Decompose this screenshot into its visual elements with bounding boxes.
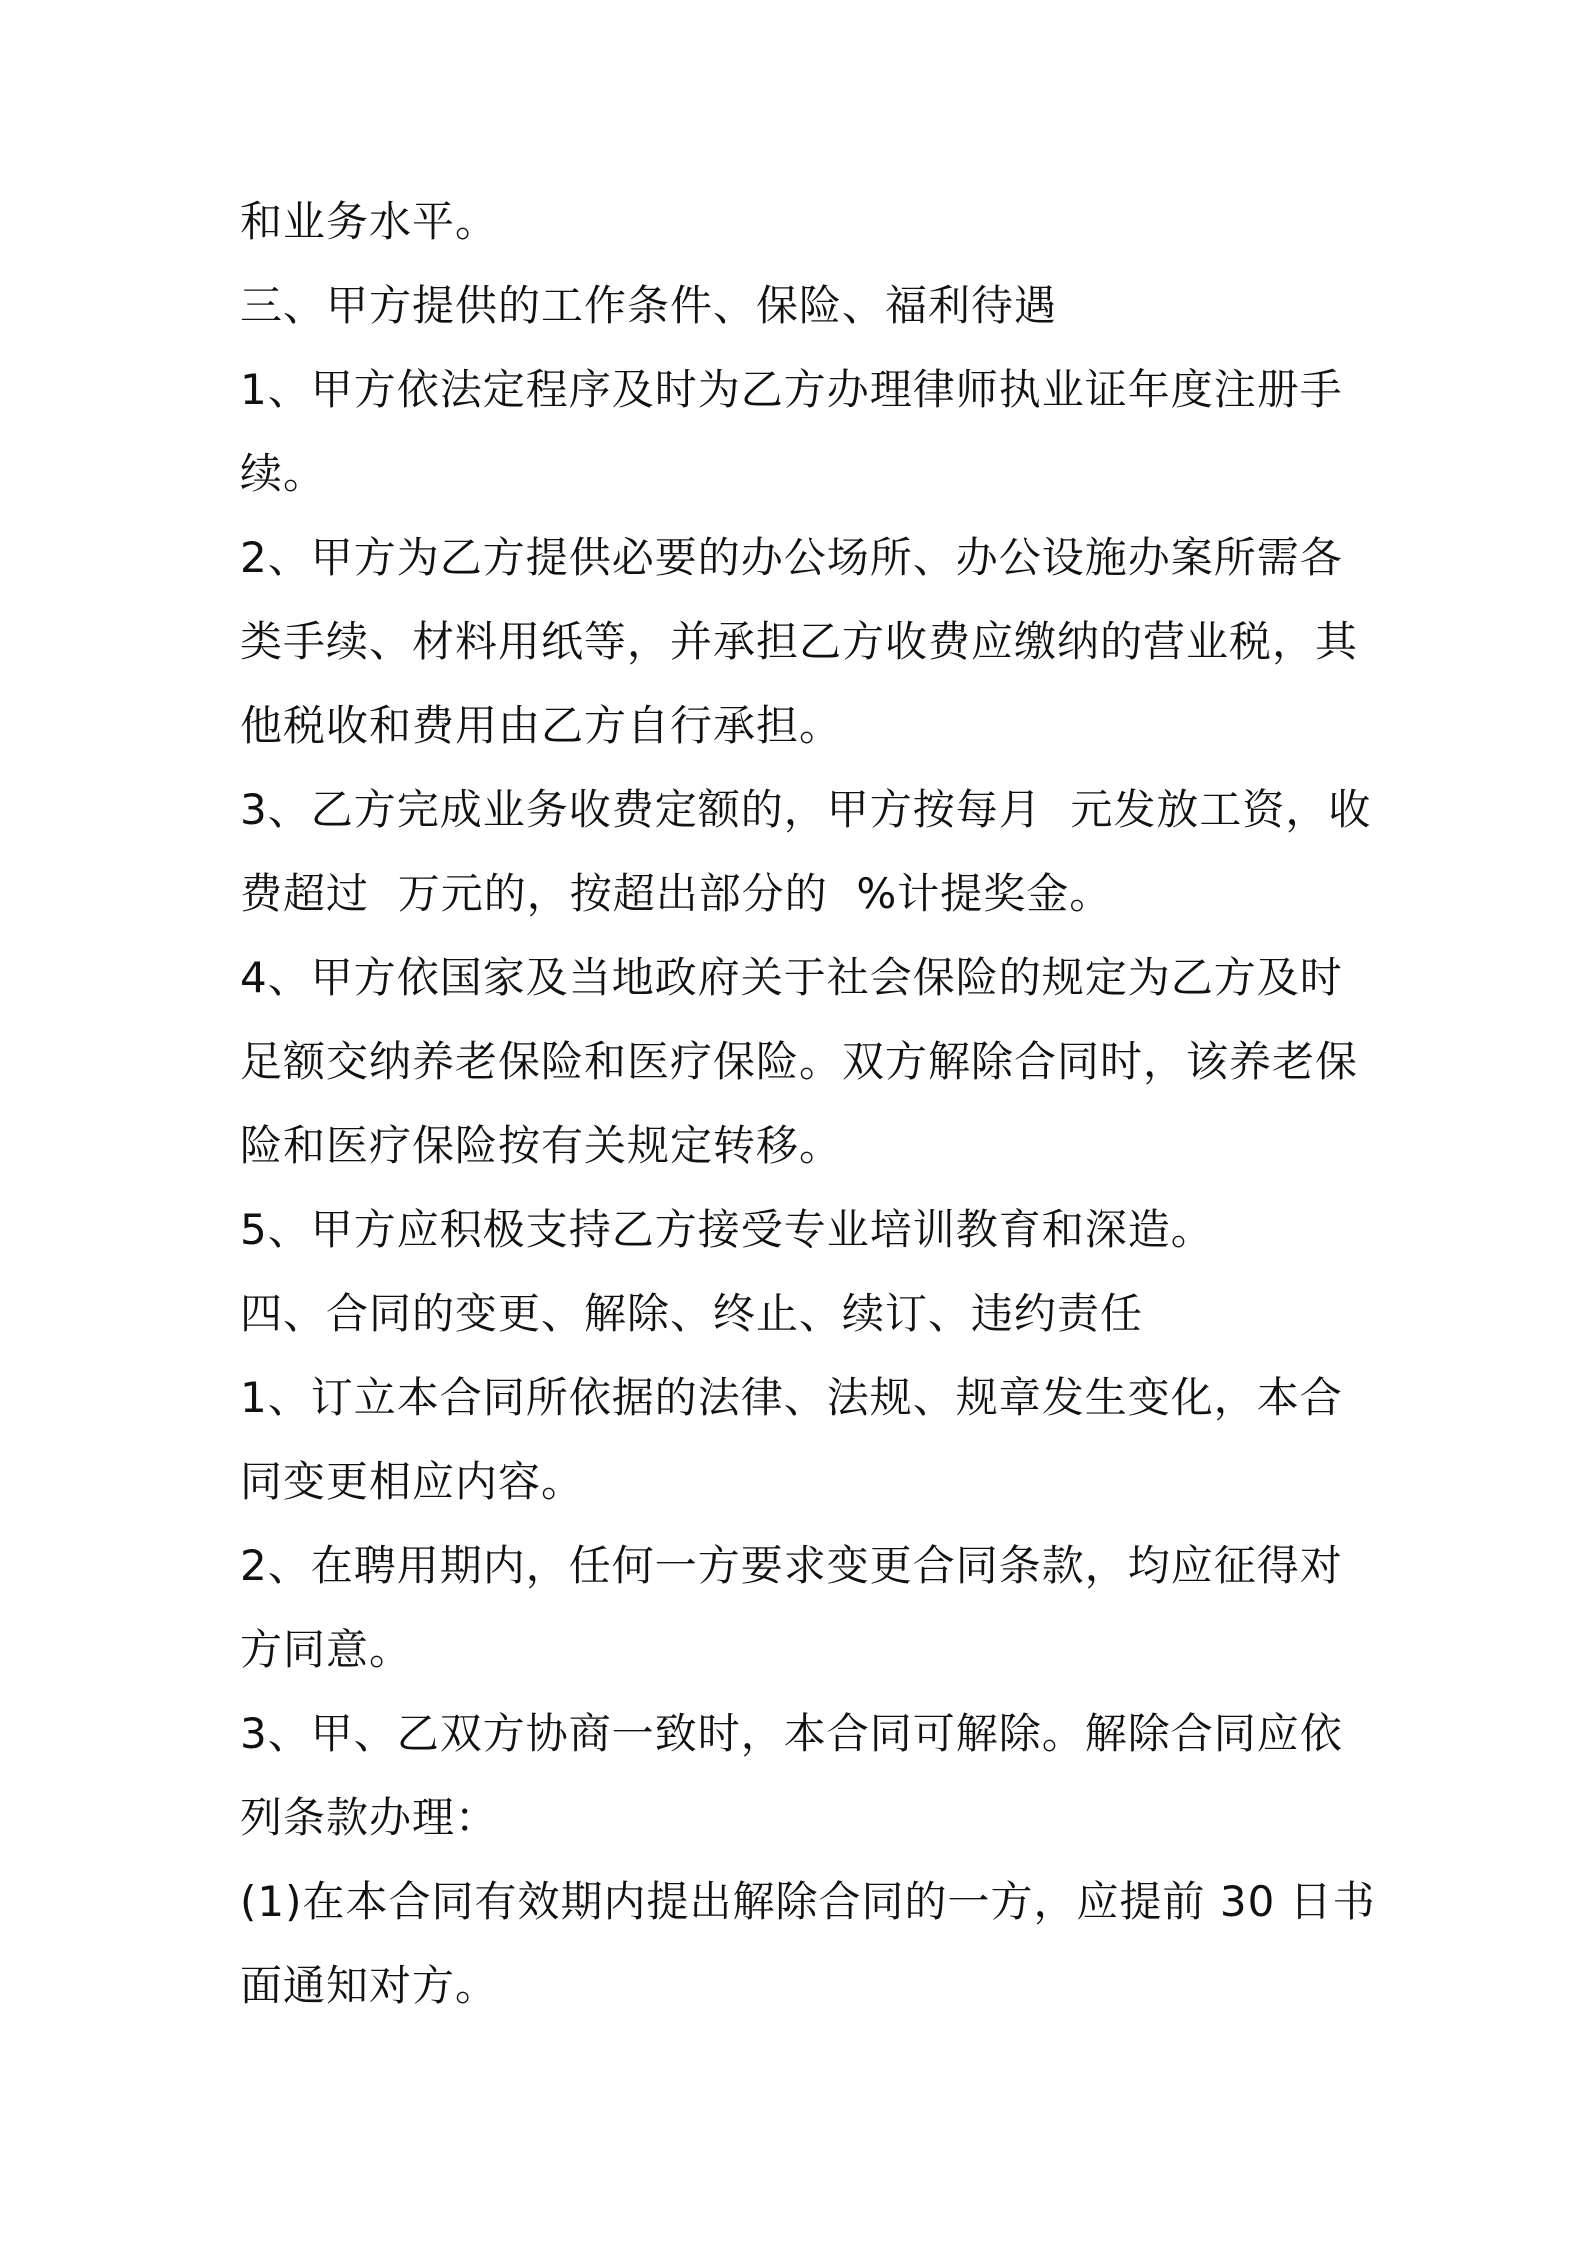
text-line: 同变更相应内容。 xyxy=(240,1457,585,1506)
text-line: 面通知对方。 xyxy=(240,1961,499,2010)
text-line: 类手续、材料用纸等，并承担乙方收费应缴纳的营业税，其 xyxy=(240,617,1359,666)
text-line: 和业务水平。 xyxy=(240,197,499,246)
text-line: 列条款办理： xyxy=(240,1793,499,1842)
text-line: 5、甲方应积极支持乙方接受专业培训教育和深造。 xyxy=(240,1205,1214,1254)
text-line: 3、甲、乙双方协商一致时，本合同可解除。解除合同应依 xyxy=(240,1709,1343,1758)
text-line: 费超过 万元的，按超出部分的 %计提奖金。 xyxy=(240,869,1113,918)
text-line: 险和医疗保险按有关规定转移。 xyxy=(240,1121,843,1170)
text-line: 2、在聘用期内，任何一方要求变更合同条款，均应征得对 xyxy=(240,1541,1343,1590)
text-line: 2、甲方为乙方提供必要的办公场所、办公设施办案所需各 xyxy=(240,533,1343,582)
text-line: 他税收和费用由乙方自行承担。 xyxy=(240,701,843,750)
section-heading: 三、甲方提供的工作条件、保险、福利待遇 xyxy=(240,281,1058,330)
text-line: 1、订立本合同所依据的法律、法规、规章发生变化，本合 xyxy=(240,1373,1343,1422)
text-line: 1、甲方依法定程序及时为乙方办理律师执业证年度注册手 xyxy=(240,365,1343,414)
text-line: 续。 xyxy=(240,449,327,498)
text-line: 足额交纳养老保险和医疗保险。双方解除合同时，该养老保 xyxy=(240,1037,1359,1086)
section-heading: 四、合同的变更、解除、终止、续订、违约责任 xyxy=(240,1289,1144,1338)
document-body xyxy=(240,180,1376,2028)
text-line: 方同意。 xyxy=(240,1625,413,1674)
text-line: (1)在本合同有效期内提出解除合同的一方，应提前 30 日书 xyxy=(240,1877,1376,1926)
text-line: 4、甲方依国家及当地政府关于社会保险的规定为乙方及时 xyxy=(240,953,1343,1002)
text-line: 3、乙方完成业务收费定额的，甲方按每月 元发放工资，收 xyxy=(240,785,1372,834)
